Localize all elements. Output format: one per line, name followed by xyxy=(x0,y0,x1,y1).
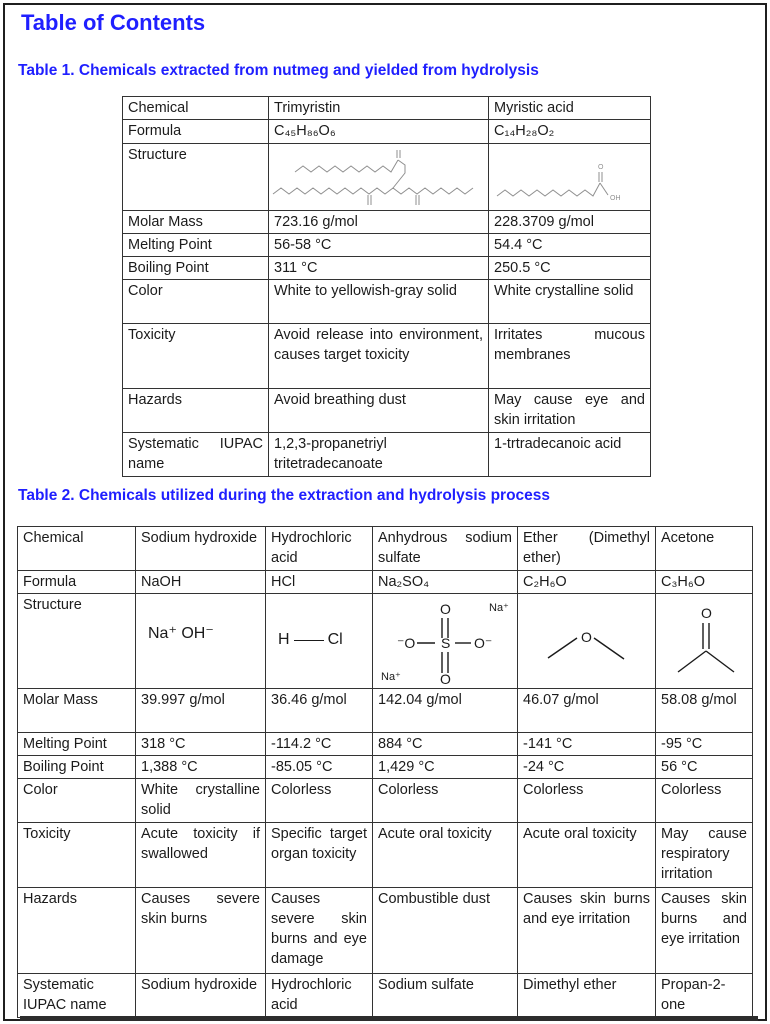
table-cell: 58.08 g/mol xyxy=(656,689,753,733)
table-cell: 884 °C xyxy=(373,733,518,756)
acetone-structure xyxy=(658,596,750,686)
table-cell: 1-trtradecanoic acid xyxy=(489,433,651,477)
row-label: Melting Point xyxy=(123,234,269,257)
column-header: Myristic acid xyxy=(489,97,651,120)
row-label: Formula xyxy=(123,120,269,144)
row-label: Hazards xyxy=(18,888,136,974)
sulfur-atom-label: S xyxy=(441,635,451,651)
table-cell: 228.3709 g/mol xyxy=(489,211,651,234)
oxygen-atom-label: O xyxy=(701,605,712,621)
table-cell: Avoid breathing dust xyxy=(269,389,489,433)
table-cell: 36.46 g/mol xyxy=(266,689,373,733)
table1-caption: Table 1. Chemicals extracted from nutmeg and yielded from hydrolysis xyxy=(18,62,539,79)
table-cell: Causes skin burns and eye irritation xyxy=(656,888,753,974)
table-cell: Specific target organ toxicity xyxy=(266,823,373,888)
oxygen-atom-label: O xyxy=(440,671,451,686)
table-cell: 56-58 °C xyxy=(269,234,489,257)
table-row xyxy=(123,211,651,234)
table-cell: 318 °C xyxy=(136,733,266,756)
table-cell: C₃H₆O xyxy=(656,571,753,594)
table-cell: Na₂SO₄ xyxy=(373,571,518,594)
table-cell: -95 °C xyxy=(656,733,753,756)
table-cell: -85.05 °C xyxy=(266,756,373,779)
sodium-sulfate-structure xyxy=(375,596,515,686)
oxygen-anion-label: O⁻ xyxy=(474,635,493,651)
table-cell: Sodium hydroxide xyxy=(136,974,266,1018)
table-row xyxy=(123,144,651,211)
table-cell xyxy=(266,594,373,689)
table-row xyxy=(18,974,753,1018)
table-cell: C₁₄H₂₈O₂ xyxy=(489,120,651,144)
table-row xyxy=(18,733,753,756)
next-page-top-border xyxy=(20,1016,758,1021)
row-label: Molar Mass xyxy=(123,211,269,234)
table2-caption: Table 2. Chemicals utilized during the extraction and hydrolysis process xyxy=(18,487,551,504)
table-cell: 1,2,3-propanetriyl tritetradecanoate xyxy=(269,433,489,477)
row-label: Structure xyxy=(123,144,269,211)
table-cell: 1,429 °C xyxy=(373,756,518,779)
table-1 xyxy=(122,96,651,477)
oxygen-atom-label: O xyxy=(440,601,451,617)
table-cell: Propan-2-one xyxy=(656,974,753,1018)
sodium-cation-label: Na⁺ xyxy=(489,602,509,614)
table-cell: May cause eye and skin irritation xyxy=(489,389,651,433)
table-cell xyxy=(518,594,656,689)
table-row xyxy=(123,97,651,120)
trimyristin-structure-image xyxy=(271,146,481,208)
table-cell: Combustible dust xyxy=(373,888,518,974)
table-cell: Avoid release into environment, causes target toxicity xyxy=(269,324,489,389)
table-cell: White crystalline solid xyxy=(489,280,651,324)
row-label: Systematic IUPAC name xyxy=(123,433,269,477)
table-row xyxy=(123,280,651,324)
table-row xyxy=(18,594,753,689)
row-label: Melting Point xyxy=(18,733,136,756)
row-label: Toxicity xyxy=(123,324,269,389)
table-cell: Causes severe skin burns and eye damage xyxy=(266,888,373,974)
sodium-hydroxide-structure: Na⁺ OH⁻ xyxy=(148,625,214,642)
dimethyl-ether-structure xyxy=(520,596,652,686)
table-cell xyxy=(136,594,266,689)
table-row xyxy=(18,756,753,779)
column-header: Anhydrous sodium sulfate xyxy=(373,527,518,571)
table-row xyxy=(18,779,753,823)
table-row xyxy=(123,234,651,257)
table-cell: White to yellowish-gray solid xyxy=(269,280,489,324)
table-row xyxy=(123,120,651,144)
table-cell: Irritates mucous membranes xyxy=(489,324,651,389)
row-label: Molar Mass xyxy=(18,689,136,733)
myristic-acid-structure-image xyxy=(491,146,643,208)
table-cell: HCl xyxy=(266,571,373,594)
table-cell: Sodium sulfate xyxy=(373,974,518,1018)
sodium-cation-label: Na⁺ xyxy=(381,671,401,683)
table-row xyxy=(18,527,753,571)
table-cell: Colorless xyxy=(656,779,753,823)
table-cell: Acute oral toxicity xyxy=(373,823,518,888)
table-cell: Dimethyl ether xyxy=(518,974,656,1018)
table-cell xyxy=(489,144,651,211)
table-cell: 56 °C xyxy=(656,756,753,779)
chlorine-atom-label: Cl xyxy=(327,631,343,648)
hydrogen-atom-label: H xyxy=(278,631,290,648)
table-cell: -24 °C xyxy=(518,756,656,779)
table-cell: Causes skin burns and eye irritation xyxy=(518,888,656,974)
oxygen-anion-label: ⁻O xyxy=(397,635,416,651)
oxygen-atom-label: O xyxy=(581,629,592,645)
single-bond-line xyxy=(294,640,324,641)
table-cell: C₂H₆O xyxy=(518,571,656,594)
oxygen-atom-label: O xyxy=(598,164,604,171)
table-cell xyxy=(373,594,518,689)
table-cell: 142.04 g/mol xyxy=(373,689,518,733)
table-cell xyxy=(269,144,489,211)
table-cell: Colorless xyxy=(373,779,518,823)
table-cell: Causes severe skin burns xyxy=(136,888,266,974)
table-cell: 723.16 g/mol xyxy=(269,211,489,234)
row-label: Structure xyxy=(18,594,136,689)
table-cell: White crystalline solid xyxy=(136,779,266,823)
table-cell: 250.5 °C xyxy=(489,257,651,280)
table-row xyxy=(18,823,753,888)
table-cell: C₄₅H₈₆O₆ xyxy=(269,120,489,144)
page-title: Table of Contents xyxy=(21,10,206,35)
table-row xyxy=(18,571,753,594)
table-row xyxy=(18,689,753,733)
table-cell: 39.997 g/mol xyxy=(136,689,266,733)
hydrogen-chloride-structure xyxy=(268,596,370,650)
table-row xyxy=(123,257,651,280)
table-cell: NaOH xyxy=(136,571,266,594)
row-label: Formula xyxy=(18,571,136,594)
column-header: Trimyristin xyxy=(269,97,489,120)
table-cell: 54.4 °C xyxy=(489,234,651,257)
table-cell: -141 °C xyxy=(518,733,656,756)
hydroxyl-label: OH xyxy=(610,195,621,202)
row-label: Boiling Point xyxy=(123,257,269,280)
table-cell: Hydrochloric acid xyxy=(266,974,373,1018)
row-label: Toxicity xyxy=(18,823,136,888)
table-cell: May cause respiratory irritation xyxy=(656,823,753,888)
row-label: Chemical xyxy=(123,97,269,120)
table-row xyxy=(123,389,651,433)
column-header: Ether (Dimethyl ether) xyxy=(518,527,656,571)
row-label: Boiling Point xyxy=(18,756,136,779)
table-cell: Acute oral toxicity xyxy=(518,823,656,888)
row-label: Hazards xyxy=(123,389,269,433)
row-label: Color xyxy=(123,280,269,324)
table-cell xyxy=(656,594,753,689)
table-cell: Colorless xyxy=(266,779,373,823)
column-header: Acetone xyxy=(656,527,753,571)
table-cell: 46.07 g/mol xyxy=(518,689,656,733)
column-header: Hydrochloric acid xyxy=(266,527,373,571)
table-row xyxy=(123,324,651,389)
column-header: Sodium hydroxide xyxy=(136,527,266,571)
table-2 xyxy=(17,526,753,1018)
table-cell: 311 °C xyxy=(269,257,489,280)
table-row xyxy=(123,433,651,477)
table-cell: Colorless xyxy=(518,779,656,823)
table-cell: 1,388 °C xyxy=(136,756,266,779)
row-label: Chemical xyxy=(18,527,136,571)
row-label: Systematic IUPAC name xyxy=(18,974,136,1018)
table-cell: Acute toxicity if swallowed xyxy=(136,823,266,888)
table-row xyxy=(18,888,753,974)
row-label: Color xyxy=(18,779,136,823)
table-cell: -114.2 °C xyxy=(266,733,373,756)
